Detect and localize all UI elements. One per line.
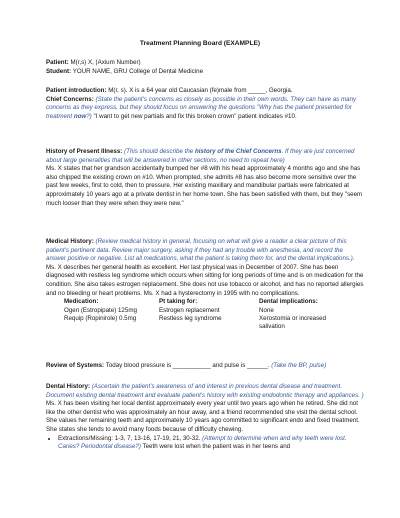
medical-history-text: Ms. X describes her general health as excellent. Her last physical was in December of 2007. She has been diagnosed with restless leg syndrome which occurs when sitting for long periods of time and is on medication for the condition. She also takes estrogen replacement. She does not use tobacco or alcohol, and has no reported allergies and no bleeding or heart problems. Ms. X had a hysterectomy in 1995 with no complications. bbox=[46, 263, 364, 297]
taking-for-cell: Estrogen replacement bbox=[159, 306, 220, 314]
chief-concerns-label: Chief Concerns: bbox=[46, 95, 94, 103]
intro-label: Patient introduction: bbox=[46, 87, 107, 94]
chief-concerns-note-now: now bbox=[73, 112, 87, 120]
patient-label: Patient: bbox=[46, 59, 69, 66]
list-item bbox=[58, 435, 364, 452]
review-of-systems-text: Today blood pressure is ___________ and pulse is ______. bbox=[105, 362, 270, 369]
medical-history-block bbox=[46, 238, 364, 332]
medication-cell: Requip (Ropinirole) 0.5mg bbox=[64, 314, 137, 322]
review-of-systems-label: Review of Systems: bbox=[46, 362, 105, 369]
patient-value: M(r,s) X, (Axium Number) bbox=[70, 59, 141, 66]
extractions-list bbox=[46, 435, 364, 452]
dental-history-block bbox=[46, 383, 364, 452]
dental-history-text: Ms. X has been visiting her local dentist approximately every year until two years ago when he retired. She did not like the other dentist who was approximately an hour away, and a friend recommended she visit the dental school. She values her remaining teeth and approximately 10 years ago committed to significant endo and fixed treatment. She states she tends to avoid many foods because of difficulty chewing. bbox=[46, 400, 360, 433]
review-of-systems-block bbox=[46, 362, 364, 371]
review-of-systems-note: (Take the BP, pulse) bbox=[271, 362, 327, 369]
medication-cell: Ogen (Estropipate) 125mg bbox=[64, 306, 137, 314]
table-row bbox=[64, 307, 349, 315]
medication-table bbox=[64, 298, 349, 332]
extractions-text: Teeth were lost when the patient was in her teens and bbox=[140, 443, 291, 451]
student-label: Student: bbox=[46, 67, 72, 75]
patient-block bbox=[46, 59, 364, 76]
medication-header: Medication: bbox=[64, 298, 99, 306]
hpi-text: Ms. X states that her grandson accidentally bumped her #8 with his head approximately 4 months ago and she has also chipped the existing crown on #10. When prompted, she admits #8 has also become more sensitive over the past few weeks, first to cold, then to pressure. Her existing maxillary and mandibular partials were fabricated at approximately 10 years ago at a private dentist in her home town. She has been satisfied with them, but they "seem much looser than they were when they were new." bbox=[46, 165, 363, 207]
dental-implications-cell: None bbox=[259, 306, 274, 314]
hpi-label: History of Present Illness: bbox=[46, 148, 123, 155]
medical-history-label: Medical History: bbox=[46, 238, 94, 245]
hpi-note-bold: history of the Chief Concerns bbox=[194, 148, 282, 155]
dental-history-label: Dental History: bbox=[46, 383, 91, 390]
medical-history-note: (Review medical history in general, focusing on what will give a reader a clear picture of this patient’s pertinent data. Review major surgery, asking if they had any trouble with anesthesia, and record the answer positive or negative. List all medications, what the patient is taking them for, and the dental implications.). bbox=[46, 238, 355, 263]
extractions-label: Extractions/Missing: 1-3, 7, 13-16, 17-19, 21, 30-32. bbox=[58, 434, 201, 442]
dental-implications-header: Dental implications: bbox=[259, 298, 318, 306]
table-row bbox=[64, 315, 349, 332]
intro-block bbox=[46, 87, 364, 121]
extractions-note: (Attempt to determine when and why teeth were lost. Caries? Periodontal disease?) bbox=[58, 434, 347, 451]
intro-text: M(r, s). X is a 64 year old Caucasian (fe)male from _____, Georgia. bbox=[108, 87, 293, 94]
hpi-note-end: . If they are just concerned about large generalities that will be answered in other sections, no need to repeat here) bbox=[46, 148, 355, 164]
taking-for-header: Pt taking for: bbox=[159, 298, 198, 306]
student-value: YOUR NAME, GRU College of Dental Medicine bbox=[72, 67, 204, 75]
taking-for-cell: Restless leg syndrome bbox=[159, 314, 222, 322]
dental-implications-cell: Xerostomia or increased salivation bbox=[259, 314, 327, 331]
chief-concerns-note-end: ?) bbox=[86, 112, 92, 120]
document-title: Treatment Planning Board (EXAMPLE) bbox=[139, 40, 261, 47]
chief-concerns-note: (State the patient’s concerns as closely as possible in their own words. They can have as many concerns as they express, but they should focus on answering the questions "Why has the patient presented for treatment bbox=[46, 95, 357, 120]
hpi-note: (This should describe the bbox=[124, 148, 195, 155]
hpi-block bbox=[46, 148, 364, 208]
dental-history-note: (Ascertain the patient’s awareness of and interest in previous dental disease and treatment. Document existing dental treatment and evaluate patient’s history with existing endodontic therapy and appliances. ) bbox=[46, 383, 364, 399]
chief-concerns-text: "I want to get new partials and fix this broken crown" patient indicates #10. bbox=[91, 112, 297, 120]
